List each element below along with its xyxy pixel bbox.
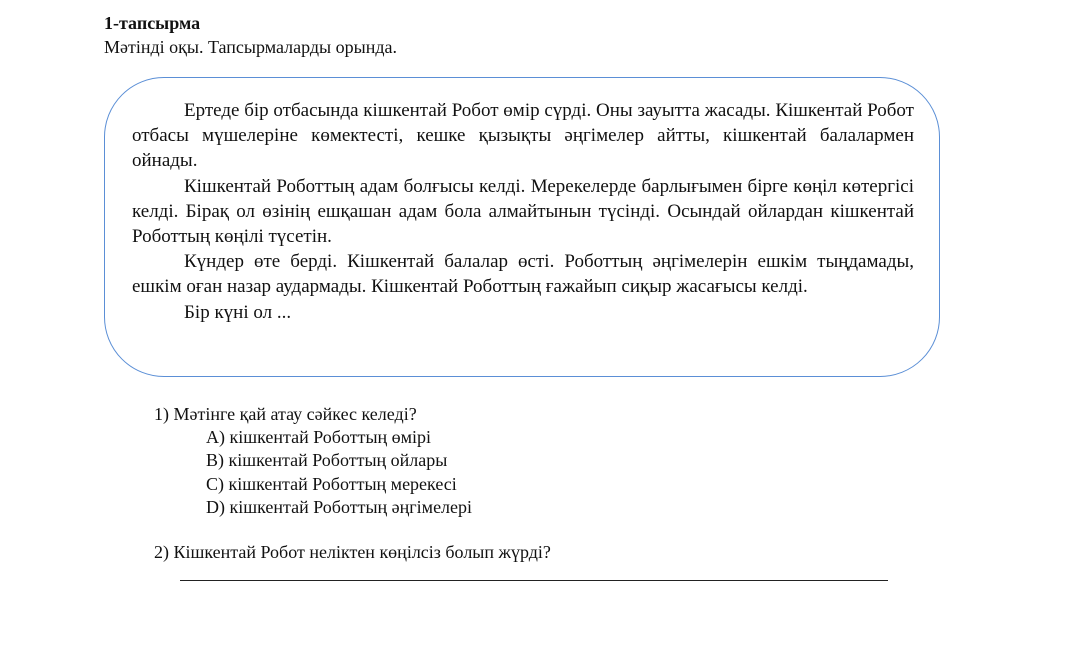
text-paragraph: Ертеде бір отбасында кішкентай Робот өмір сүрді. Оны зауытта жасады. Кішкентай Робот отбасы мүшелеріне көмектесті, кешке қызықты әңгімелер айтты, кішкентай балалармен ойнады.	[132, 100, 914, 172]
option-c: C) кішкентай Роботтың мерекесі	[206, 473, 457, 494]
option-a: A) кішкентай Роботтың өмірі	[206, 427, 432, 448]
task-instruction: Мәтінді оқы. Тапсырмаларды орында.	[104, 37, 398, 57]
text-paragraph: Бір күні ол ...	[184, 301, 292, 323]
text-paragraph: Күндер өте берді. Кішкентай балалар өсті. Роботтың әңгімелерін ешкім тыңдамады, ешкім оған назар аудармады. Кішкентай Роботтың ғажайып сиқыр жасағысы келді.	[132, 251, 914, 298]
task-title: 1-тапсырма	[104, 13, 201, 33]
questions-section	[154, 403, 914, 564]
question-1: 1) Мәтінге қай атау сәйкес келеді?	[154, 404, 417, 424]
answer-line	[180, 580, 888, 581]
question-1-options	[154, 426, 914, 519]
option-b: B) кішкентай Роботтың ойлары	[206, 450, 448, 471]
text-paragraph: Кішкентай Роботтың адам болғысы келді. Мерекелерде барлығымен бірге көңіл көтергісі келді. Бірақ ол өзінің ешқашан адам бола алмайтынын түсінді. Осындай ойлардан кішкентай Роботтың көңілі түсетін.	[132, 175, 914, 248]
reading-text	[132, 98, 914, 325]
option-d: D) кішкентай Роботтың әңгімелері	[206, 496, 473, 517]
question-2: 2) Кішкентай Робот неліктен көңілсіз болып жүрді?	[154, 542, 551, 563]
